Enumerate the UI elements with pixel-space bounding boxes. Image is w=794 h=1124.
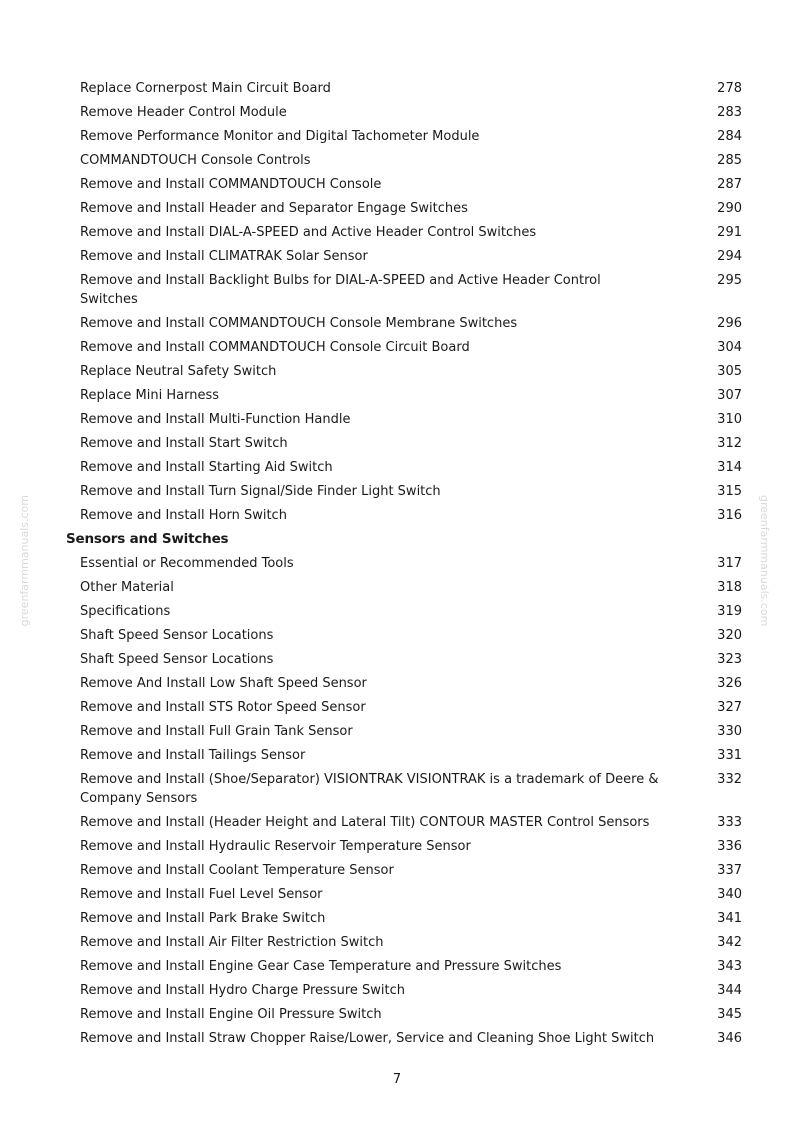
toc-entry[interactable]: [0, 811, 794, 835]
toc-entry-page: 327: [717, 700, 742, 715]
toc-entry[interactable]: [0, 883, 794, 907]
toc-entry-title: Remove and Install Starting Aid Switch: [80, 460, 333, 475]
toc-entry[interactable]: [0, 504, 794, 528]
toc-entry-page: 283: [717, 105, 742, 120]
page-number: 7: [392, 1072, 402, 1087]
toc-entry[interactable]: [0, 600, 794, 624]
toc-entry[interactable]: [0, 859, 794, 883]
toc-entry[interactable]: [0, 269, 794, 312]
toc-entry-page: 345: [717, 1007, 742, 1022]
toc-entry-page: 317: [717, 556, 742, 571]
toc-entry-page: 294: [717, 249, 742, 264]
watermark-left: greenfarmmanuals.com: [18, 495, 31, 627]
toc-entry[interactable]: [0, 432, 794, 456]
toc-entry[interactable]: [0, 552, 794, 576]
toc-entry[interactable]: [0, 245, 794, 269]
toc-entry-page: 315: [717, 484, 742, 499]
toc-entry-page: 320: [717, 628, 742, 643]
toc-entry-page: 326: [717, 676, 742, 691]
toc-entry-title: Essential or Recommended Tools: [80, 556, 294, 571]
toc-entry-title: COMMANDTOUCH Console Controls: [80, 153, 311, 168]
toc-entry-page: 346: [717, 1031, 742, 1046]
toc-entry-page: 319: [717, 604, 742, 619]
toc-entry-page: 295: [717, 273, 742, 288]
toc-entry[interactable]: [0, 149, 794, 173]
toc-entry[interactable]: [0, 955, 794, 979]
toc-entry-title: Remove and Install Hydro Charge Pressure Switch: [80, 983, 406, 998]
toc-entry-page: 318: [717, 580, 742, 595]
toc-entry[interactable]: [0, 835, 794, 859]
toc-entry[interactable]: [0, 125, 794, 149]
toc-entry-page: 287: [717, 177, 742, 192]
toc-entry-title: Remove and Install Horn Switch: [80, 508, 287, 523]
toc-entry-title: Remove and Install (Header Height and Lateral Tilt) CONTOUR MASTER Control Sensors: [80, 815, 650, 830]
toc-entry-page: 296: [717, 316, 742, 331]
toc-entry-title: Replace Mini Harness: [80, 388, 220, 403]
toc-entry-page: 278: [717, 81, 742, 96]
toc-entry-page: 316: [717, 508, 742, 523]
toc-entry[interactable]: [0, 173, 794, 197]
toc-entry-title: Remove And Install Low Shaft Speed Sensor: [80, 676, 367, 691]
toc-entry[interactable]: [0, 648, 794, 672]
toc-entry-title: Shaft Speed Sensor Locations: [80, 628, 274, 643]
toc-entry-title: Remove and Install Straw Chopper Raise/Lower, Service and Cleaning Shoe Light Switch: [80, 1031, 655, 1046]
toc-entry[interactable]: [0, 360, 794, 384]
toc-entry[interactable]: [0, 77, 794, 101]
toc-entry-page: 310: [717, 412, 742, 427]
toc-entry-title: Remove Performance Monitor and Digital Tachometer Module: [80, 129, 480, 144]
toc-entry-page: 336: [717, 839, 742, 854]
toc-entry-title: Remove and Install Hydraulic Reservoir Temperature Sensor: [80, 839, 471, 854]
toc-entry[interactable]: [0, 408, 794, 432]
toc-entry[interactable]: [0, 101, 794, 125]
toc-entry-page: 291: [717, 225, 742, 240]
toc-entry[interactable]: [0, 312, 794, 336]
toc-entry-page: 337: [717, 863, 742, 878]
toc-entry-page: 323: [717, 652, 742, 667]
watermark-right: greenfarmmanuals.com: [758, 495, 771, 627]
toc-entry-page: 304: [717, 340, 742, 355]
toc-entry[interactable]: [0, 1003, 794, 1027]
toc-entry-title: Remove and Install Engine Gear Case Temperature and Pressure Switches: [80, 959, 562, 974]
toc-entry-title: Remove and Install (Shoe/Separator) VISIONTRAK VISIONTRAK is a trademark of Deere & Company Sensors: [80, 772, 659, 806]
toc-entry-page: 341: [717, 911, 742, 926]
toc-entry-title: Remove and Install CLIMATRAK Solar Sensor: [80, 249, 368, 264]
toc-entry-title: Remove and Install Air Filter Restriction Switch: [80, 935, 384, 950]
toc-entry-title: Other Material: [80, 580, 174, 595]
toc-entry-page: 333: [717, 815, 742, 830]
toc-entry-title: Remove and Install Header and Separator Engage Switches: [80, 201, 468, 216]
toc-entry-title: Remove and Install COMMANDTOUCH Console: [80, 177, 382, 192]
toc-entry-title: Remove and Install Turn Signal/Side Finder Light Switch: [80, 484, 441, 499]
toc-entry-title: Remove and Install Backlight Bulbs for DIAL-A-SPEED and Active Header Control Switches: [80, 273, 601, 307]
toc-entry-title: Remove and Install COMMANDTOUCH Console Membrane Switches: [80, 316, 518, 331]
toc-entry-title: Remove and Install Fuel Level Sensor: [80, 887, 323, 902]
toc-entry-page: 343: [717, 959, 742, 974]
toc-entry[interactable]: [0, 907, 794, 931]
toc-entry[interactable]: [0, 979, 794, 1003]
toc-entry-title: Specifications: [80, 604, 171, 619]
toc-entry-title: Remove and Install Full Grain Tank Sensor: [80, 724, 353, 739]
toc-entry[interactable]: [0, 197, 794, 221]
section-heading: Sensors and Switches: [66, 531, 229, 547]
toc-entry[interactable]: [0, 696, 794, 720]
toc-entry[interactable]: [0, 720, 794, 744]
toc-entry-page: 290: [717, 201, 742, 216]
toc-entry-title: Remove and Install Start Switch: [80, 436, 288, 451]
toc-entry-page: 332: [717, 772, 742, 787]
toc-entry-title: Remove and Install DIAL-A-SPEED and Active Header Control Switches: [80, 225, 537, 240]
toc-entry-page: 340: [717, 887, 742, 902]
toc-entry-title: Remove and Install Park Brake Switch: [80, 911, 326, 926]
toc-entry[interactable]: [0, 931, 794, 955]
toc-entry-page: 342: [717, 935, 742, 950]
toc-entry-page: 312: [717, 436, 742, 451]
toc-entry-page: 284: [717, 129, 742, 144]
toc-entry-title: Remove and Install Engine Oil Pressure Switch: [80, 1007, 382, 1022]
toc-entry[interactable]: [0, 384, 794, 408]
toc-entry[interactable]: [0, 744, 794, 768]
toc-entry-page: 307: [717, 388, 742, 403]
toc-entry-title: Remove and Install Tailings Sensor: [80, 748, 306, 763]
toc-entry-page: 331: [717, 748, 742, 763]
toc-entry-title: Remove and Install STS Rotor Speed Sensor: [80, 700, 366, 715]
toc-entry-title: Replace Neutral Safety Switch: [80, 364, 277, 379]
toc-entry-title: Remove and Install Coolant Temperature Sensor: [80, 863, 394, 878]
toc-entry-title: Remove and Install Multi-Function Handle: [80, 412, 351, 427]
toc-entry[interactable]: [0, 480, 794, 504]
toc-entry[interactable]: [0, 624, 794, 648]
toc-entry-page: 344: [717, 983, 742, 998]
toc-entry[interactable]: [0, 456, 794, 480]
toc-entry-page: 314: [717, 460, 742, 475]
toc-entry[interactable]: [0, 672, 794, 696]
toc-entry[interactable]: [0, 1027, 794, 1051]
toc-entry-title: Shaft Speed Sensor Locations: [80, 652, 274, 667]
toc-entry[interactable]: [0, 336, 794, 360]
toc-entry[interactable]: [0, 768, 794, 811]
toc-entry-page: 305: [717, 364, 742, 379]
toc-entry[interactable]: [0, 576, 794, 600]
toc-entry[interactable]: [0, 221, 794, 245]
toc-entry-page: 285: [717, 153, 742, 168]
toc-entry-title: Replace Cornerpost Main Circuit Board: [80, 81, 331, 96]
table-of-contents: [0, 77, 794, 1051]
toc-entry-title: Remove and Install COMMANDTOUCH Console Circuit Board: [80, 340, 470, 355]
toc-entry-page: 330: [717, 724, 742, 739]
toc-entry-title: Remove Header Control Module: [80, 105, 287, 120]
